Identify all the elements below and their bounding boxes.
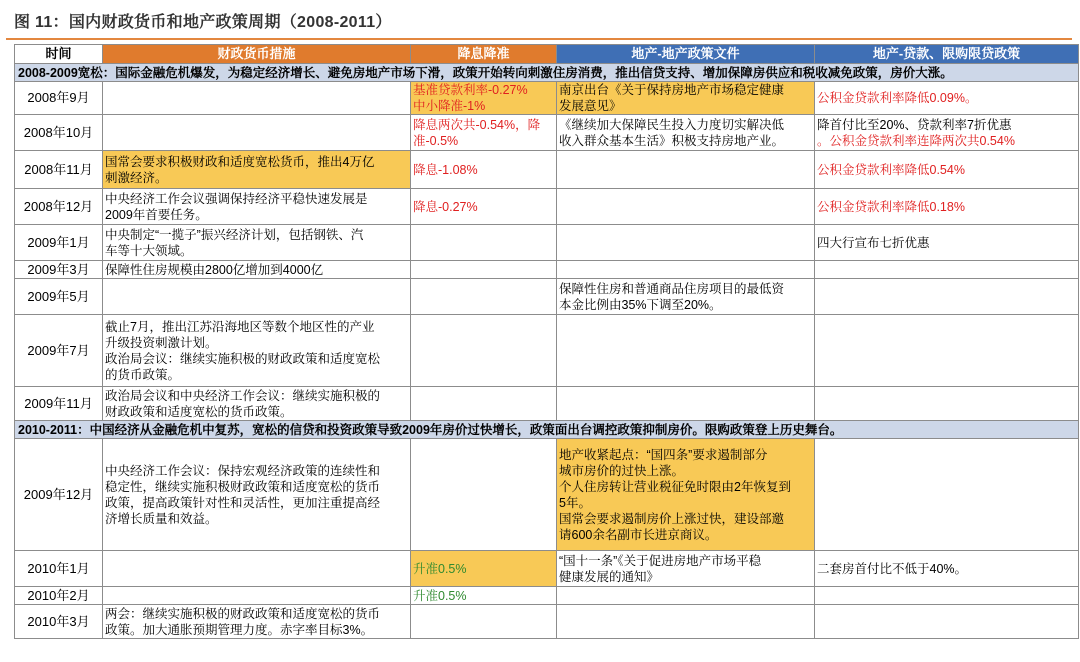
loan-policy-cell (815, 261, 1079, 279)
fiscal-monetary-cell (103, 551, 411, 587)
property-policy-file-cell (557, 151, 815, 189)
time-cell: 2010年2月 (15, 587, 103, 605)
table-row (15, 279, 1079, 315)
cell-text-line: 健康发展的通知》 (559, 569, 660, 584)
cell-text-line: 发展意见》 (559, 99, 622, 113)
table-row (15, 151, 1079, 189)
rate-cut-cell (411, 115, 557, 151)
rate-cut-cell (411, 551, 557, 587)
property-policy-file-cell (557, 115, 815, 151)
figure-title-bar (0, 0, 1080, 38)
table-row (15, 587, 1079, 605)
time-cell: 2009年3月 (15, 261, 103, 279)
cell-text-line: 。公积金贷款利率连降两次共0.54% (817, 133, 1015, 148)
fiscal-monetary-cell (103, 279, 411, 315)
rate-cut-cell (411, 387, 557, 421)
cell-text-line: 城市房价的过快上涨。 (559, 463, 685, 478)
section-heading: 2008-2009宽松：国际金融危机爆发，为稳定经济增长、避免房地产市场下滑，政策开始转向刺激住房消费，推出信贷支持、增加保障房供应和税收减免政策，房价大涨。 (15, 64, 1079, 82)
cell-text-line: 地产收紧起点：“国四条”要求遏制部分 (559, 447, 768, 462)
cell-text-line: 二套房首付比不低于40%。 (817, 561, 968, 576)
loan-policy-cell (815, 439, 1079, 551)
property-policy-file-cell (557, 587, 815, 605)
loan-policy-cell (815, 279, 1079, 315)
loan-policy-cell (815, 151, 1079, 189)
cell-text-line: 升准0.5% (413, 588, 467, 603)
cell-text-line: 本金比例由35%下调至20%。 (559, 297, 722, 312)
rate-cut-cell (411, 82, 557, 115)
cell-text-line: 截止7月，推出江苏沿海地区等数个地区性的产业 (105, 319, 375, 334)
cell-text-line: 公积金贷款利率降低0.09%。 (817, 91, 978, 105)
rate-cut-cell (411, 151, 557, 189)
time-cell: 2009年11月 (15, 387, 103, 421)
cell-text-line: 中央经济工作会议：保持宏观经济政策的连续性和 (105, 463, 381, 478)
loan-policy-cell (815, 605, 1079, 639)
cell-text-line: 车等十大领域。 (105, 243, 193, 258)
time-cell: 2008年9月 (15, 82, 103, 115)
table-row (15, 315, 1079, 387)
cell-text-line: 稳定性，继续实施积极财政政策和适度宽松的货币 (105, 479, 381, 494)
cell-text-line: 济增长质量和效益。 (105, 511, 218, 526)
table-row (15, 115, 1079, 151)
property-policy-file-cell (557, 261, 815, 279)
cell-text-line: 5年。 (559, 495, 591, 510)
time-cell: 2008年12月 (15, 189, 103, 225)
cell-text-line: 中央制定“一揽子”振兴经济计划，包括钢铁、汽 (105, 227, 364, 242)
rate-cut-cell (411, 587, 557, 605)
loan-policy-cell (815, 115, 1079, 151)
loan-policy-cell (815, 82, 1079, 115)
cell-text-line: 刺激经济。 (105, 170, 168, 185)
time-cell: 2009年5月 (15, 279, 103, 315)
cell-text-line: 降息-1.08% (413, 162, 478, 177)
property-policy-file-cell (557, 605, 815, 639)
cell-text-line: 2009年首要任务。 (105, 207, 208, 222)
cell-text-line: 政治局会议和中央经济工作会议：继续实施积极的 (105, 388, 381, 403)
property-policy-file-cell (557, 551, 815, 587)
property-policy-file-cell (557, 82, 815, 115)
fiscal-monetary-cell (103, 189, 411, 225)
cell-text-line: 四大行宣布七折优惠 (817, 235, 930, 250)
rate-cut-cell (411, 315, 557, 387)
table-header-row (15, 45, 1079, 64)
cell-text-line: 政策。加大通胀预期管理力度。赤字率目标3%。 (105, 622, 374, 637)
cell-text-line: 个人住房转让营业税征免时限由2年恢复到 (559, 479, 791, 494)
cell-text-line: 财政政策和适度宽松的货币政策。 (105, 404, 293, 419)
cell-text-line: 降息-0.27% (413, 199, 478, 214)
cell-text-line: 中小降准-1% (413, 99, 486, 113)
cell-text-line: 保障性住房规模由2800亿增加到4000亿 (105, 262, 324, 277)
fiscal-monetary-cell (103, 115, 411, 151)
cell-text-line: 请600余名副市长进京商议。 (559, 527, 718, 542)
cell-text-line: 升准0.5% (413, 561, 467, 576)
property-policy-file-cell (557, 315, 815, 387)
rate-cut-cell (411, 439, 557, 551)
property-policy-file-cell (557, 225, 815, 261)
rate-cut-cell (411, 279, 557, 315)
loan-policy-cell (815, 551, 1079, 587)
section-row-2008-2009 (15, 64, 1079, 82)
property-policy-file-cell (557, 439, 815, 551)
time-cell: 2008年11月 (15, 151, 103, 189)
fiscal-monetary-cell (103, 261, 411, 279)
loan-policy-cell (815, 189, 1079, 225)
table-row (15, 605, 1079, 639)
property-policy-file-cell (557, 387, 815, 421)
property-policy-file-cell (557, 189, 815, 225)
header-property-policy-file: 地产-地产政策文件 (557, 45, 815, 64)
fiscal-monetary-cell (103, 439, 411, 551)
header-rate-cut: 降息降准 (411, 45, 557, 64)
time-cell: 2010年3月 (15, 605, 103, 639)
section-row-2010-2011 (15, 421, 1079, 439)
cell-text-line: 政策，提高政策针对性和灵活性，更加注重提高经 (105, 495, 381, 510)
table-row (15, 439, 1079, 551)
time-cell: 2010年1月 (15, 551, 103, 587)
loan-policy-cell (815, 225, 1079, 261)
cell-text-line: 国常会要求遏制房价上涨过快，建设部邀 (559, 511, 785, 526)
loan-policy-cell (815, 587, 1079, 605)
fiscal-monetary-cell (103, 605, 411, 639)
rate-cut-cell (411, 225, 557, 261)
cell-text-line: 降首付比至20%、贷款利率7折优惠 (817, 117, 1012, 132)
time-cell: 2009年12月 (15, 439, 103, 551)
header-fiscal-monetary: 财政货币措施 (103, 45, 411, 64)
loan-policy-cell (815, 387, 1079, 421)
cell-text-line: 降息两次共-0.54%，降 (413, 117, 541, 132)
cell-text-line: 基准贷款利率-0.27% (413, 83, 528, 97)
cell-text-line: “国十一条”《关于促进房地产市场平稳 (559, 553, 762, 568)
table-row (15, 551, 1079, 587)
fiscal-monetary-cell (103, 387, 411, 421)
cell-text-line: 的货币政策。 (105, 367, 181, 382)
cell-text-line: 准-0.5% (413, 133, 459, 148)
rate-cut-cell (411, 261, 557, 279)
table-row (15, 261, 1079, 279)
header-time: 时间 (15, 45, 103, 64)
cell-text-line: 政治局会议：继续实施积极的财政政策和适度宽松 (105, 351, 381, 366)
section-heading: 2010-2011：中国经济从金融危机中复苏，宽松的信贷和投资政策导致2009年房价过快增长，政策面出台调控政策抑制房价。限购政策登上历史舞台。 (15, 421, 1079, 439)
loan-policy-cell (815, 315, 1079, 387)
cell-text-line: 收入群众基本生活》积极支持房地产业。 (559, 133, 785, 148)
cell-text-line: 南京出台《关于保持房地产市场稳定健康 (559, 83, 785, 97)
time-cell: 2008年10月 (15, 115, 103, 151)
rate-cut-cell (411, 189, 557, 225)
title-divider (6, 38, 1072, 40)
rate-cut-cell (411, 605, 557, 639)
time-cell: 2009年7月 (15, 315, 103, 387)
header-loan-purchase-limit: 地产-贷款、限购限贷政策 (815, 45, 1079, 64)
cell-text-line: 国常会要求积极财政和适度宽松货币，推出4万亿 (105, 154, 375, 169)
table-row (15, 225, 1079, 261)
table-row (15, 189, 1079, 225)
cell-text-line: 公积金贷款利率降低0.54% (817, 162, 965, 177)
cell-text-line: 两会：继续实施积极的财政政策和适度宽松的货币 (105, 606, 381, 621)
time-cell: 2009年1月 (15, 225, 103, 261)
cell-text-line: 升级投资刺激计划。 (105, 335, 218, 350)
table-row (15, 82, 1079, 115)
cell-text-line: 公积金贷款利率降低0.18% (817, 199, 965, 214)
fiscal-monetary-cell (103, 315, 411, 387)
property-policy-file-cell (557, 279, 815, 315)
fiscal-monetary-cell (103, 151, 411, 189)
cell-text-line: 保障性住房和普通商品住房项目的最低资 (559, 281, 785, 296)
cell-text-line: 《继续加大保障民生投入力度切实解决低 (559, 117, 785, 132)
fiscal-monetary-cell (103, 587, 411, 605)
fiscal-monetary-cell (103, 82, 411, 115)
cell-text-line: 中央经济工作会议强调保持经济平稳快速发展是 (105, 191, 368, 206)
figure-title: 图 11：国内财政货币和地产政策周期（2008-2011） (14, 14, 392, 31)
policy-table (14, 44, 1079, 639)
fiscal-monetary-cell (103, 225, 411, 261)
table-row (15, 387, 1079, 421)
